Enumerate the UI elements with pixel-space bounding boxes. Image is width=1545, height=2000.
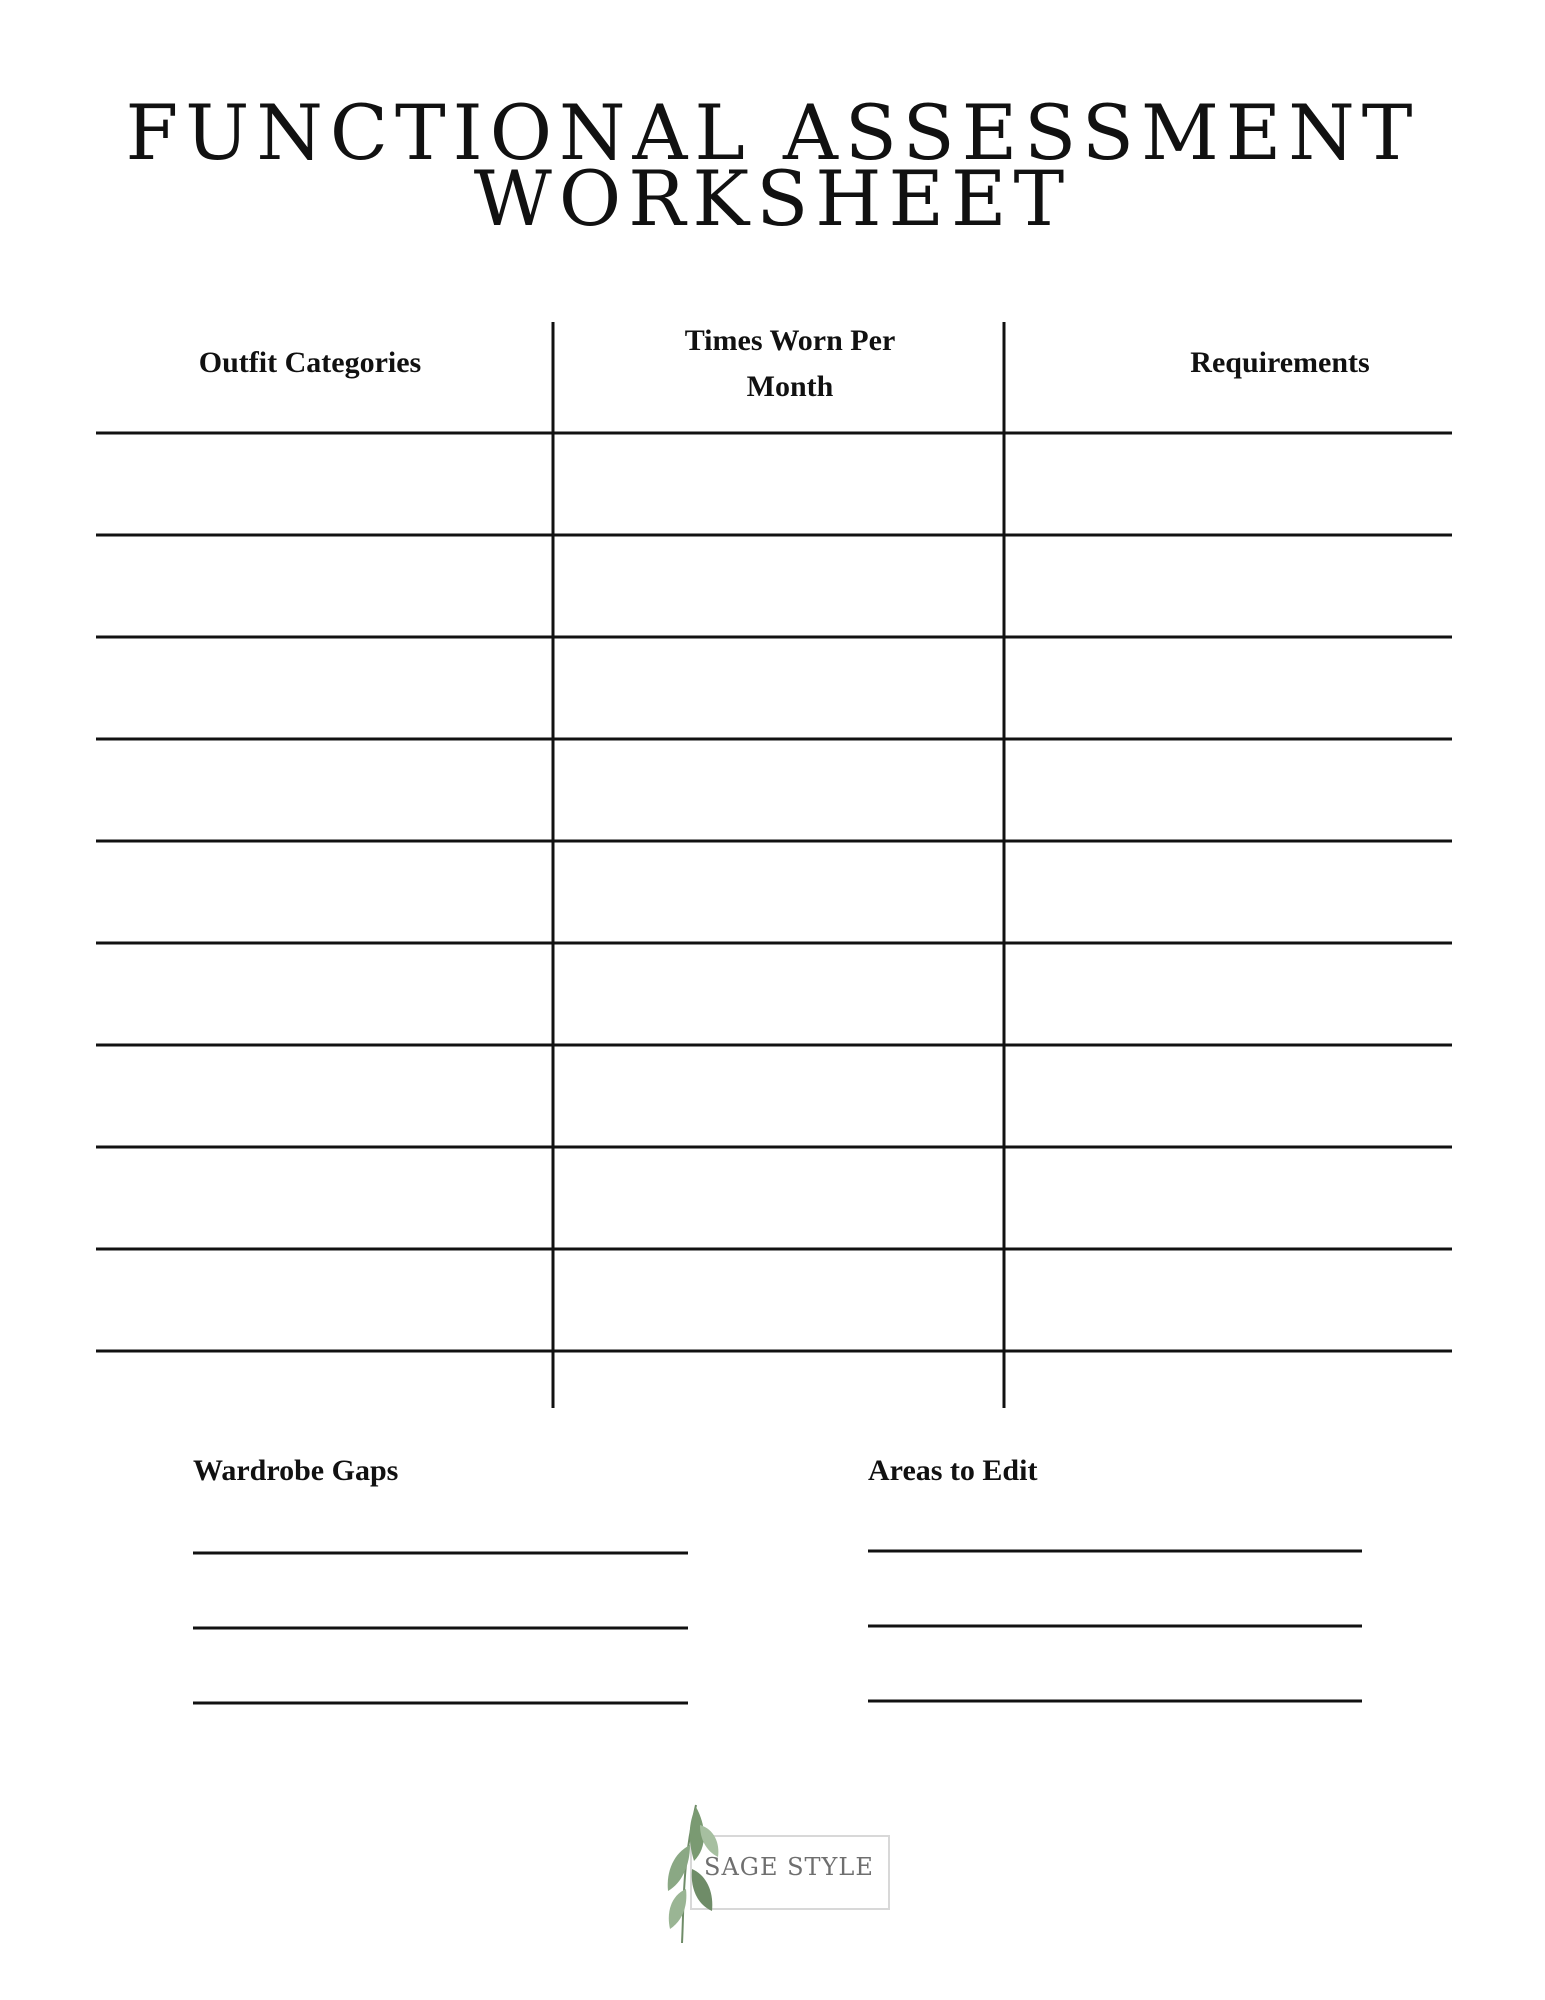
logo-text: SAGE STYLE — [704, 1853, 874, 1881]
areas-to-edit-lines — [868, 1551, 1362, 1701]
sage-style-logo — [660, 1795, 920, 1945]
title-line-1: FUNCTIONAL ASSESSMENT — [125, 88, 1420, 177]
wardrobe-gaps-label: Wardrobe Gaps — [193, 1454, 399, 1487]
table-grid — [96, 322, 1452, 1408]
title-line-2: WORKSHEET — [473, 154, 1072, 243]
column-header-requirements: Requirements — [1190, 346, 1370, 379]
wardrobe-gaps-lines — [193, 1553, 688, 1703]
column-header-times-worn-per-month: Times Worn Per Month — [684, 324, 896, 403]
areas-to-edit-label: Areas to Edit — [868, 1454, 1038, 1487]
column-header-outfit-categories: Outfit Categories — [198, 346, 422, 379]
